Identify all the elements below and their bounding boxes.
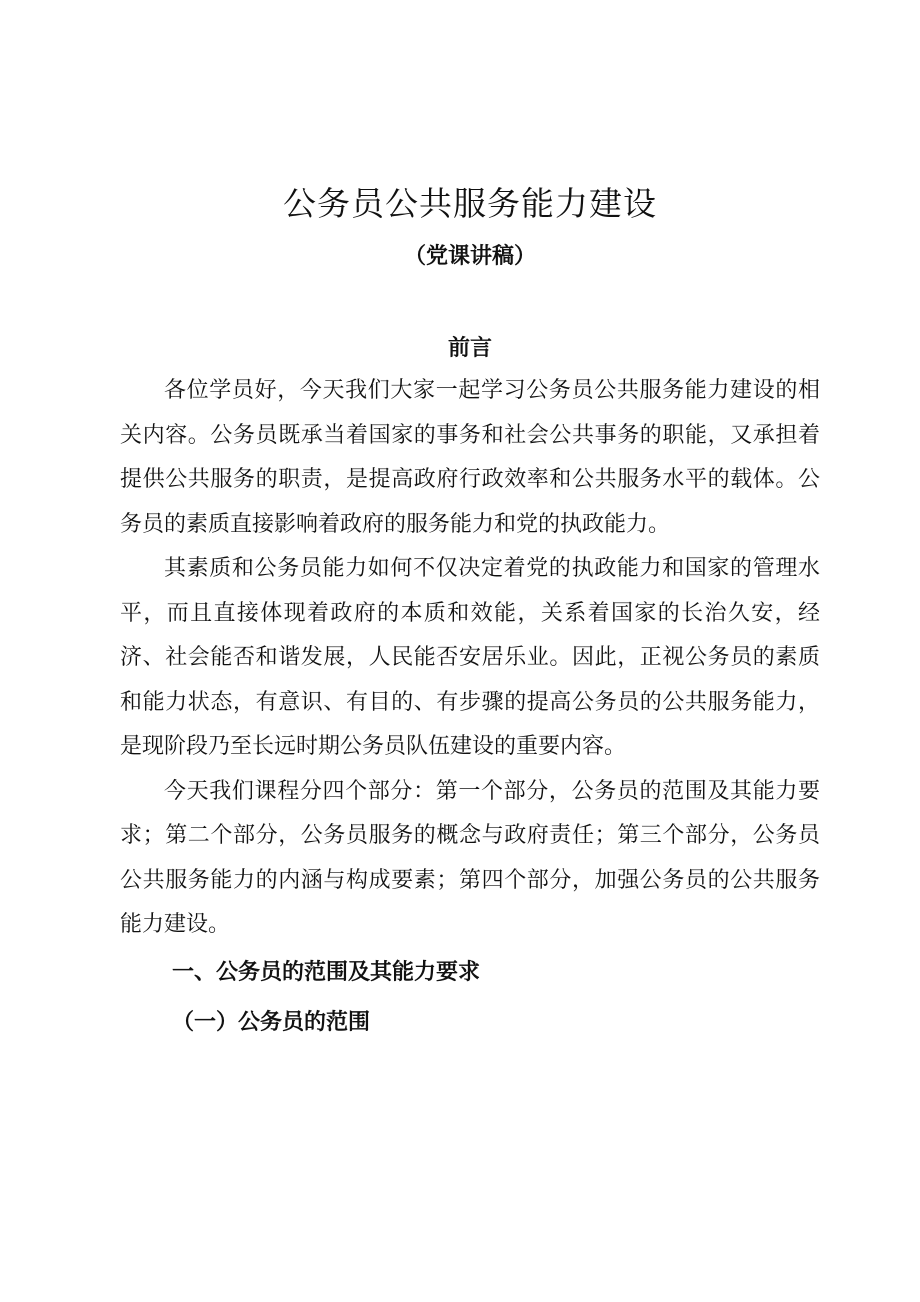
document-body: [120, 369, 820, 1045]
preface-heading: 前言: [447, 335, 492, 361]
subsection-heading-1: （一）公务员的范围: [172, 1009, 371, 1035]
paragraph-3: 今天我们课程分四个部分：第一个部分，公务员的范围及其能力要求；第二个部分，公务员服务的概念与政府责任；第三个部分，公务员公共服务能力的内涵与构成要素；第四个部分，加强公务员的公共服务能力建设。: [120, 778, 820, 937]
paragraph-1: 各位学员好，今天我们大家一起学习公务员公共服务能力建设的相关内容。公务员既承当着国家的事务和社会公共事务的职能，又承担着提供公共服务的职责，是提高政府行政效率和公共服务水平的载体。公务员的素质直接影响着政府的服务能力和党的执政能力。: [120, 378, 820, 537]
document-title: 公务员公共服务能力建设: [283, 184, 657, 223]
paragraph-2: 其素质和公务员能力如何不仅决定着党的执政能力和国家的管理水平，而且直接体现着政府的本质和效能，关系着国家的长治久安，经济、社会能否和谐发展，人民能否安居乐业。因此，正视公务员的素质和能力状态，有意识、有目的、有步骤的提高公务员的公共服务能力，是现阶段乃至长远时期公务员队伍建设的重要内容。: [120, 556, 820, 759]
document-subtitle: （党课讲稿）: [403, 243, 536, 269]
section-heading-1: 一、公务员的范围及其能力要求: [172, 958, 481, 985]
